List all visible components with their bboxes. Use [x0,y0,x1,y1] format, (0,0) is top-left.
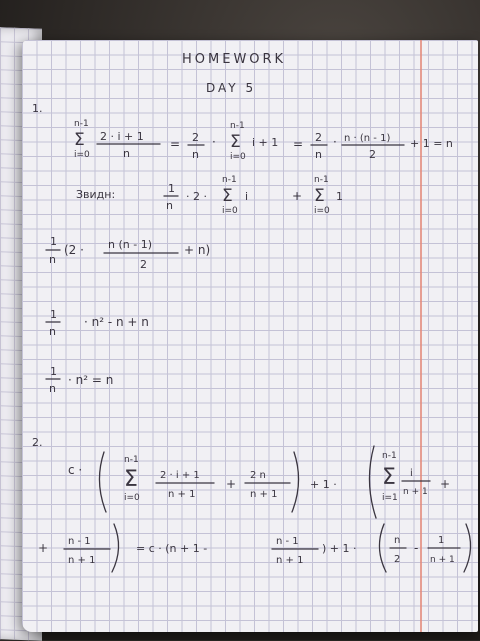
p2l1-open-paren [99,452,106,512]
p2l1-sum-upper: n-1 [124,455,139,465]
p2l2-frac4-den: n + 1 [430,555,455,565]
p1l1-frac-num: n · (n - 1) [344,133,391,144]
p2l2-close-paren [112,524,119,572]
p2l2-mid: ) + 1 · [322,542,357,555]
p2l1-plus: + [226,477,237,491]
p1l1-sigma: Σ [74,130,85,150]
p2l1-sum-lower: i=0 [124,493,140,503]
p1l3-coef-num: 1 [50,235,57,248]
problem1-label: 1. [32,102,43,115]
p2l1-open-paren2 [369,446,376,518]
p2l2-eq: = c · (n + 1 - [136,542,208,555]
p1l3-frac-den: 2 [140,258,147,271]
title: HOMEWORK [182,52,287,67]
p1l1-sum-lower: i=0 [74,150,90,160]
p1l1-frac-den: 2 [369,148,376,161]
p1l4-coef-num: 1 [50,308,57,321]
p1l3-close: + n) [184,243,211,257]
p2l2-frac3-den: 2 [394,554,401,565]
p1l1-eq2: = [293,137,304,151]
p2l1-frac2-num: 2 n [250,470,266,481]
p1l3-frac-num: n (n - 1) [108,238,152,251]
p1l1-coef2-num: 2 [315,131,322,144]
p1l1-sum2-upper: n-1 [230,121,245,131]
p2l1-sigma: Σ [124,467,138,492]
p2l2-frac2-den: n + 1 [276,555,304,566]
p2l1-frac2-den: n + 1 [250,489,278,500]
p1l2-mid: · 2 · [186,190,207,203]
p1l2-plus: + [292,189,303,203]
p2l1-tail: + [440,477,451,491]
p1l1-denominator: n [123,147,130,160]
p2l1-sum2-lower: i=1 [382,493,398,503]
p2l2-frac2-num: n - 1 [276,536,299,547]
problem2-label: 2. [32,436,43,449]
p1l2-term2: 1 [336,190,343,203]
p1l1-term: i + 1 [252,136,279,149]
p1l5-coef-den: n [49,382,56,395]
p1l2-sigma2: Σ [314,186,325,206]
p1l2-sigma: Σ [222,186,233,206]
p1l1-dot: · [212,135,216,149]
p2l1-sigma2: Σ [382,465,396,490]
p2l1-c: c · [68,463,83,477]
p2l1-sum2-upper: n-1 [382,451,397,461]
p2l2-close-paren2 [464,524,471,572]
p2l1-close-paren [292,452,299,512]
p1l1-dot2: · [333,135,337,149]
subtitle: DAY 5 [206,81,257,95]
p1l3-coef-den: n [49,253,56,266]
p2l1-frac3-num: i [410,468,413,479]
p2l2-frac-num: n - 1 [68,536,91,547]
p2l1-frac3-den: n + 1 [403,487,428,497]
p1l2-frac-den: n [166,199,173,212]
p1l4-expr: · n² - n + n [84,315,149,329]
p1l2-sum-lower: i=0 [222,206,238,216]
p2l2-frac3-num: n [394,535,401,546]
p1l1-sigma2: Σ [230,132,241,152]
p1l2-term: i [245,190,249,203]
p2l2-minus: - [414,541,419,555]
p1l5-coef-num: 1 [50,365,57,378]
p2l2-lead: + [38,541,49,555]
p2l1-frac-den: n + 1 [168,489,196,500]
p1l1-coef-num: 2 [192,131,199,144]
p2l2-frac4-num: 1 [438,535,445,546]
p1l4-coef-den: n [49,325,56,338]
p1l2-sum2-upper: n-1 [314,175,329,185]
p2l1-mid: + 1 · [310,478,337,491]
p1l2-frac-num: 1 [168,182,175,195]
p2l1-frac-num: 2 · i + 1 [160,470,200,481]
p1l3-open: (2 · [64,243,84,257]
p1l1-numerator: 2 · i + 1 [100,130,144,143]
p1l2-sum2-lower: i=0 [314,206,330,216]
p1l5-expr: · n² = n [68,373,114,387]
p1l1-eq1: = [170,137,181,151]
p1l1-sum2-lower: i=0 [230,152,246,162]
p1l1-coef-den: n [192,148,199,161]
p1l2-sum-upper: n-1 [222,175,237,185]
p2l2-frac-den: n + 1 [68,555,96,566]
p2l2-open-paren [379,524,386,572]
p1l1-sum-upper: n-1 [74,119,89,129]
p1l1-coef2-den: n [315,148,322,161]
p1l2-label: Звидн: [76,188,116,201]
p1l1-tail: + 1 = n [410,137,453,150]
